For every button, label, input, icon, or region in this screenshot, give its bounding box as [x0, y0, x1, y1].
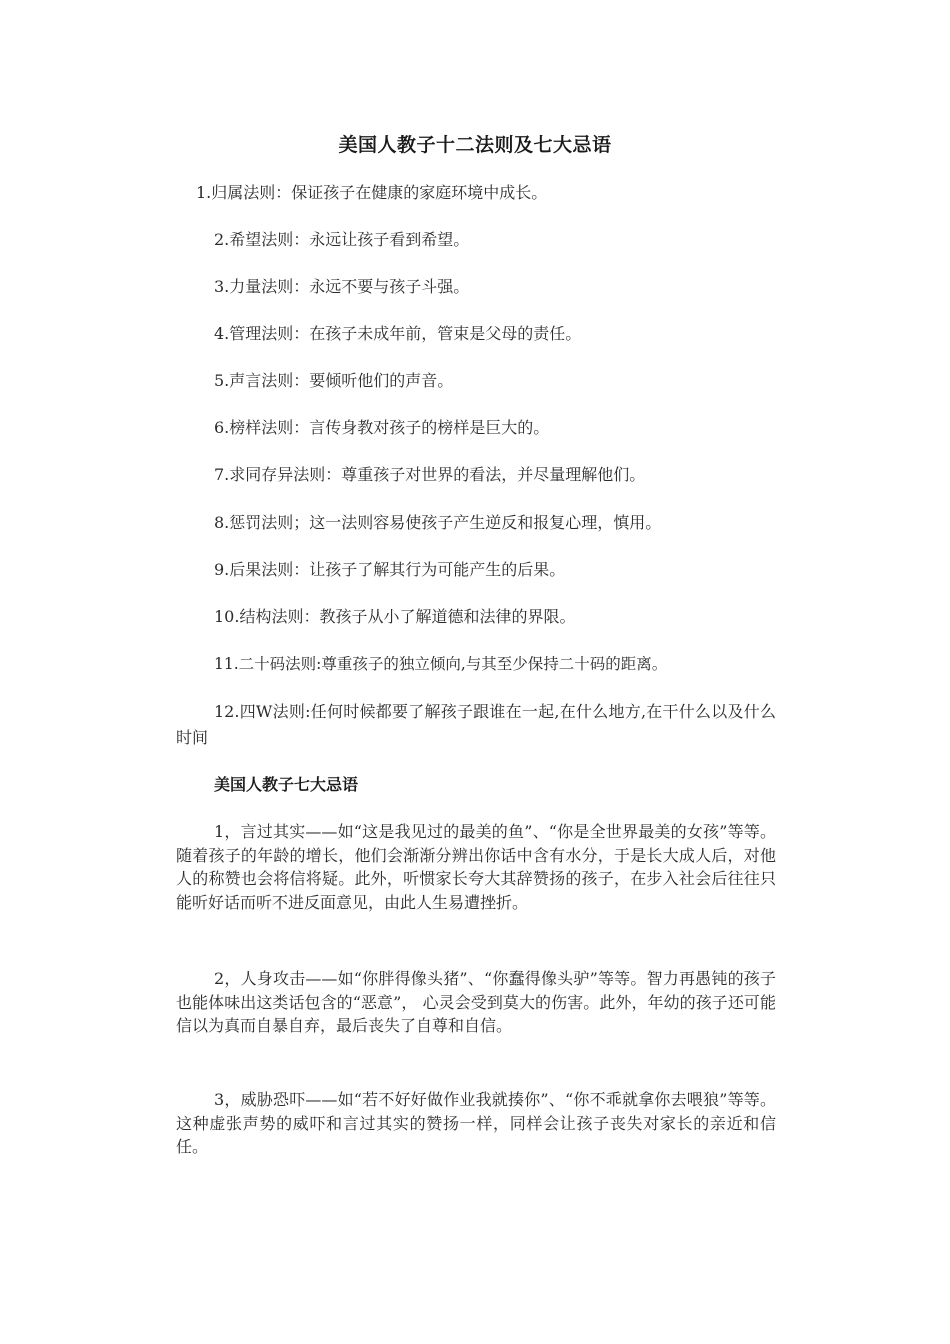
taboo-paragraph-2: 2，人身攻击——如“你胖得像头猪”、“你蠢得像头驴”等等。智力再愚钝的孩子也能体味出这类话包含的“恶意”， 心灵会受到莫大的伤害。此外，年幼的孩子还可能信以为真而自暴自弃，最后丧失了自尊和自信。	[176, 969, 776, 1035]
rule-2: 2.希望法则：永远让孩子看到希望。	[214, 230, 470, 249]
rule-7: 7.求同存异法则：尊重孩子对世界的看法，并尽量理解他们。	[214, 465, 646, 484]
rule-11: 11.二十码法则:尊重孩子的独立倾向,与其至少保持二十码的距离。	[214, 655, 668, 673]
taboo-paragraph-3: 3，威胁恐吓——如“若不好好做作业我就揍你”、“你不乖就拿你去喂狼”等等。这种虚张声势的威吓和言过其实的赞扬一样，同样会让孩子丧失对家长的亲近和信任。	[176, 1090, 776, 1156]
rule-9: 9.后果法则：让孩子了解其行为可能产生的后果。	[214, 560, 566, 579]
rule-8: 8.惩罚法则；这一法则容易使孩子产生逆反和报复心理，慎用。	[214, 513, 662, 532]
taboos-heading: 美国人教子七大忌语	[214, 775, 359, 794]
rule-12: 12.四W法则:任何时候都要了解孩子跟谁在一起,在什么地方,在干什么以及什么时间	[176, 702, 776, 747]
rule-1: 1.归属法则：保证孩子在健康的家庭环境中成长。	[196, 183, 548, 202]
document-title: 美国人教子十二法则及七大忌语	[338, 134, 612, 156]
rule-6: 6.榜样法则：言传身教对孩子的榜样是巨大的。	[214, 418, 550, 437]
rule-5: 5.声言法则：要倾听他们的声音。	[214, 371, 454, 390]
taboo-paragraph-1: 1，言过其实——如“这是我见过的最美的鱼”、“你是全世界最美的女孩”等等。随着孩子的年龄的增长，他们会渐渐分辨出你话中含有水分，于是长大成人后，对他人的称赞也会将信将疑。此外，听惯家长夸大其辞赞扬的孩子，在步入社会后往往只能听好话而听不进反面意见，由此人生易遭挫折。	[176, 822, 776, 912]
rule-3: 3.力量法则：永远不要与孩子斗强。	[214, 277, 470, 296]
rule-4: 4.管理法则：在孩子未成年前，管束是父母的责任。	[214, 324, 582, 343]
rule-10: 10.结构法则：教孩子从小了解道德和法律的界限。	[214, 607, 576, 626]
